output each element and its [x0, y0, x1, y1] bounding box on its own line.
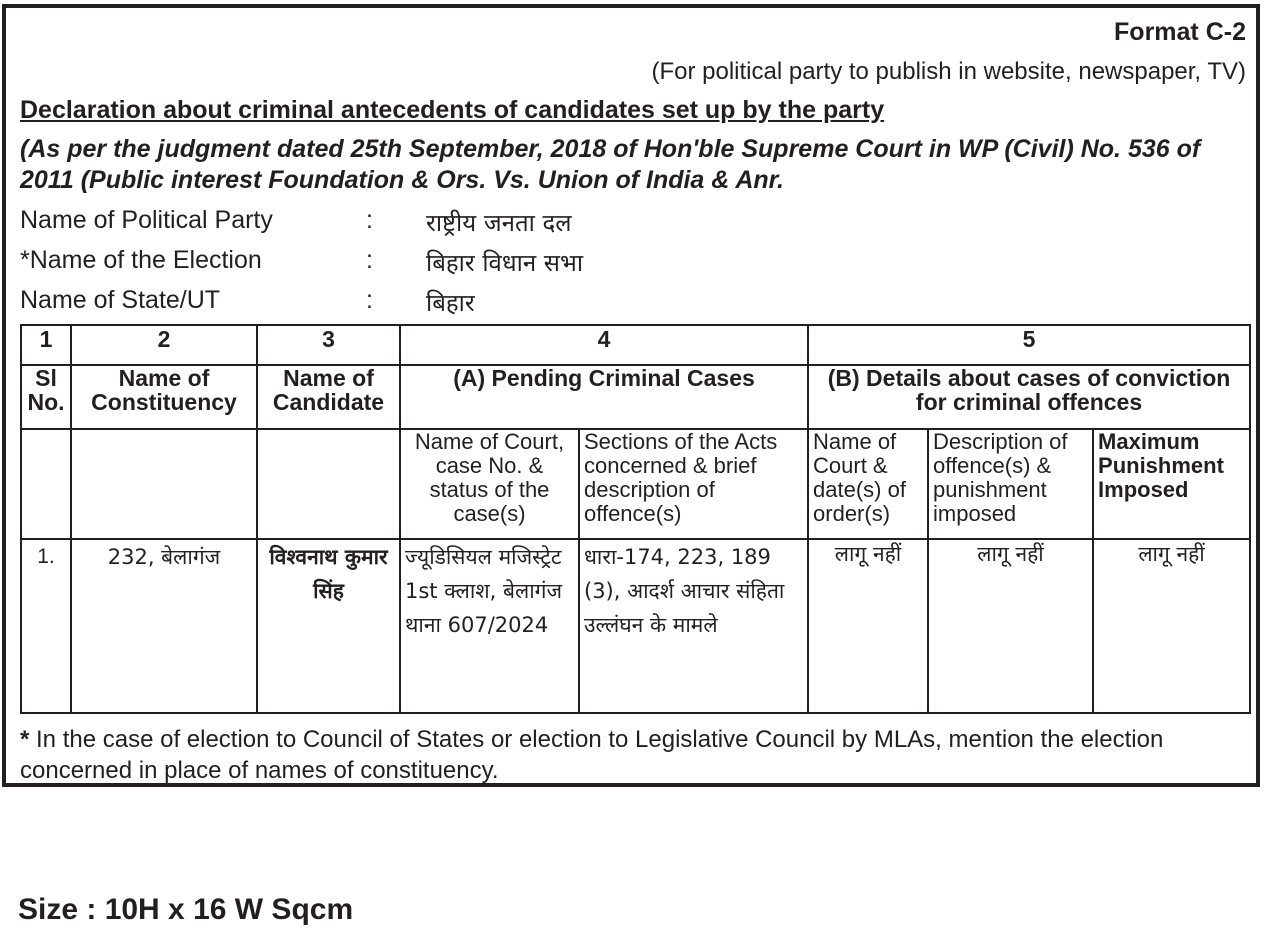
row-court-dates: लागू नहीं	[808, 539, 928, 713]
row-sections: धारा-174, 223, 189 (3), आदर्श आचार संहिता उल्लंघन के मामले	[579, 539, 808, 713]
state-name-value: बिहार	[426, 289, 475, 317]
declaration-frame	[2, 4, 1260, 787]
candidate-header: Name of Candidate	[257, 365, 400, 429]
antecedents-table	[20, 324, 1251, 714]
row-max-punishment: लागू नहीं	[1093, 539, 1250, 713]
pending-cases-header: (A) Pending Criminal Cases	[400, 365, 808, 429]
column-number: 5	[808, 325, 1250, 365]
court-case-subheader: Name of Court, case No. & status of the case(s)	[400, 429, 579, 539]
colon: :	[366, 206, 373, 234]
column-number-row	[21, 325, 1250, 365]
table-row	[21, 539, 1250, 713]
publication-note: (For political party to publish in website, newspaper, TV)	[651, 58, 1246, 85]
sl-no-header: Sl No.	[21, 365, 71, 429]
sections-subheader: Sections of the Acts concerned & brief description of offence(s)	[579, 429, 808, 539]
row-description: लागू नहीं	[928, 539, 1093, 713]
format-code: Format C-2	[1114, 18, 1246, 46]
column-number: 4	[400, 325, 808, 365]
row-court-case: ज्यूडिसियल मजिस्ट्रेट 1st क्लाश, बेलागंज थाना 607/2024	[400, 539, 579, 713]
party-name-value: राष्ट्रीय जनता दल	[426, 209, 572, 237]
election-name-value: बिहार विधान सभा	[426, 249, 584, 277]
description-subheader: Description of offence(s) & punishment imposed	[928, 429, 1093, 539]
row-sl-no: 1.	[21, 539, 71, 713]
column-number: 1	[21, 325, 71, 365]
conviction-header: (B) Details about cases of conviction for criminal offences	[808, 365, 1250, 429]
column-header-row	[21, 365, 1250, 429]
constituency-header: Name of Constituency	[71, 365, 257, 429]
size-label: Size : 10H x 16 W Sqcm	[18, 893, 354, 926]
column-number: 2	[71, 325, 257, 365]
colon: :	[366, 246, 373, 274]
party-name-label: Name of Political Party	[20, 206, 273, 234]
colon: :	[366, 286, 373, 314]
court-dates-subheader: Name of Court & date(s) of order(s)	[808, 429, 928, 539]
footnote-star: *	[20, 726, 30, 753]
max-punishment-subheader: Maximum Punishment Imposed	[1093, 429, 1250, 539]
judgment-reference: (As per the judgment dated 25th September, 2018 of Hon'ble Supreme Court in WP (Civil) No. 536 of 2011 (Public interest Foundation & Ors. Vs. Union of India & Anr.	[20, 135, 1201, 194]
footnote	[20, 724, 1252, 786]
sub-header-row	[21, 429, 1250, 539]
row-candidate: विश्वनाथ कुमार सिंह	[257, 539, 400, 713]
footnote-text: In the case of election to Council of States or election to Legislative Council by MLAs, mention the election concerned in place of names of constituency.	[20, 726, 1164, 784]
row-constituency: 232, बेलागंज	[71, 539, 257, 713]
election-name-label: *Name of the Election	[20, 246, 262, 274]
declaration-title: Declaration about criminal antecedents of candidates set up by the party	[20, 96, 885, 124]
state-name-label: Name of State/UT	[20, 286, 221, 314]
column-number: 3	[257, 325, 400, 365]
